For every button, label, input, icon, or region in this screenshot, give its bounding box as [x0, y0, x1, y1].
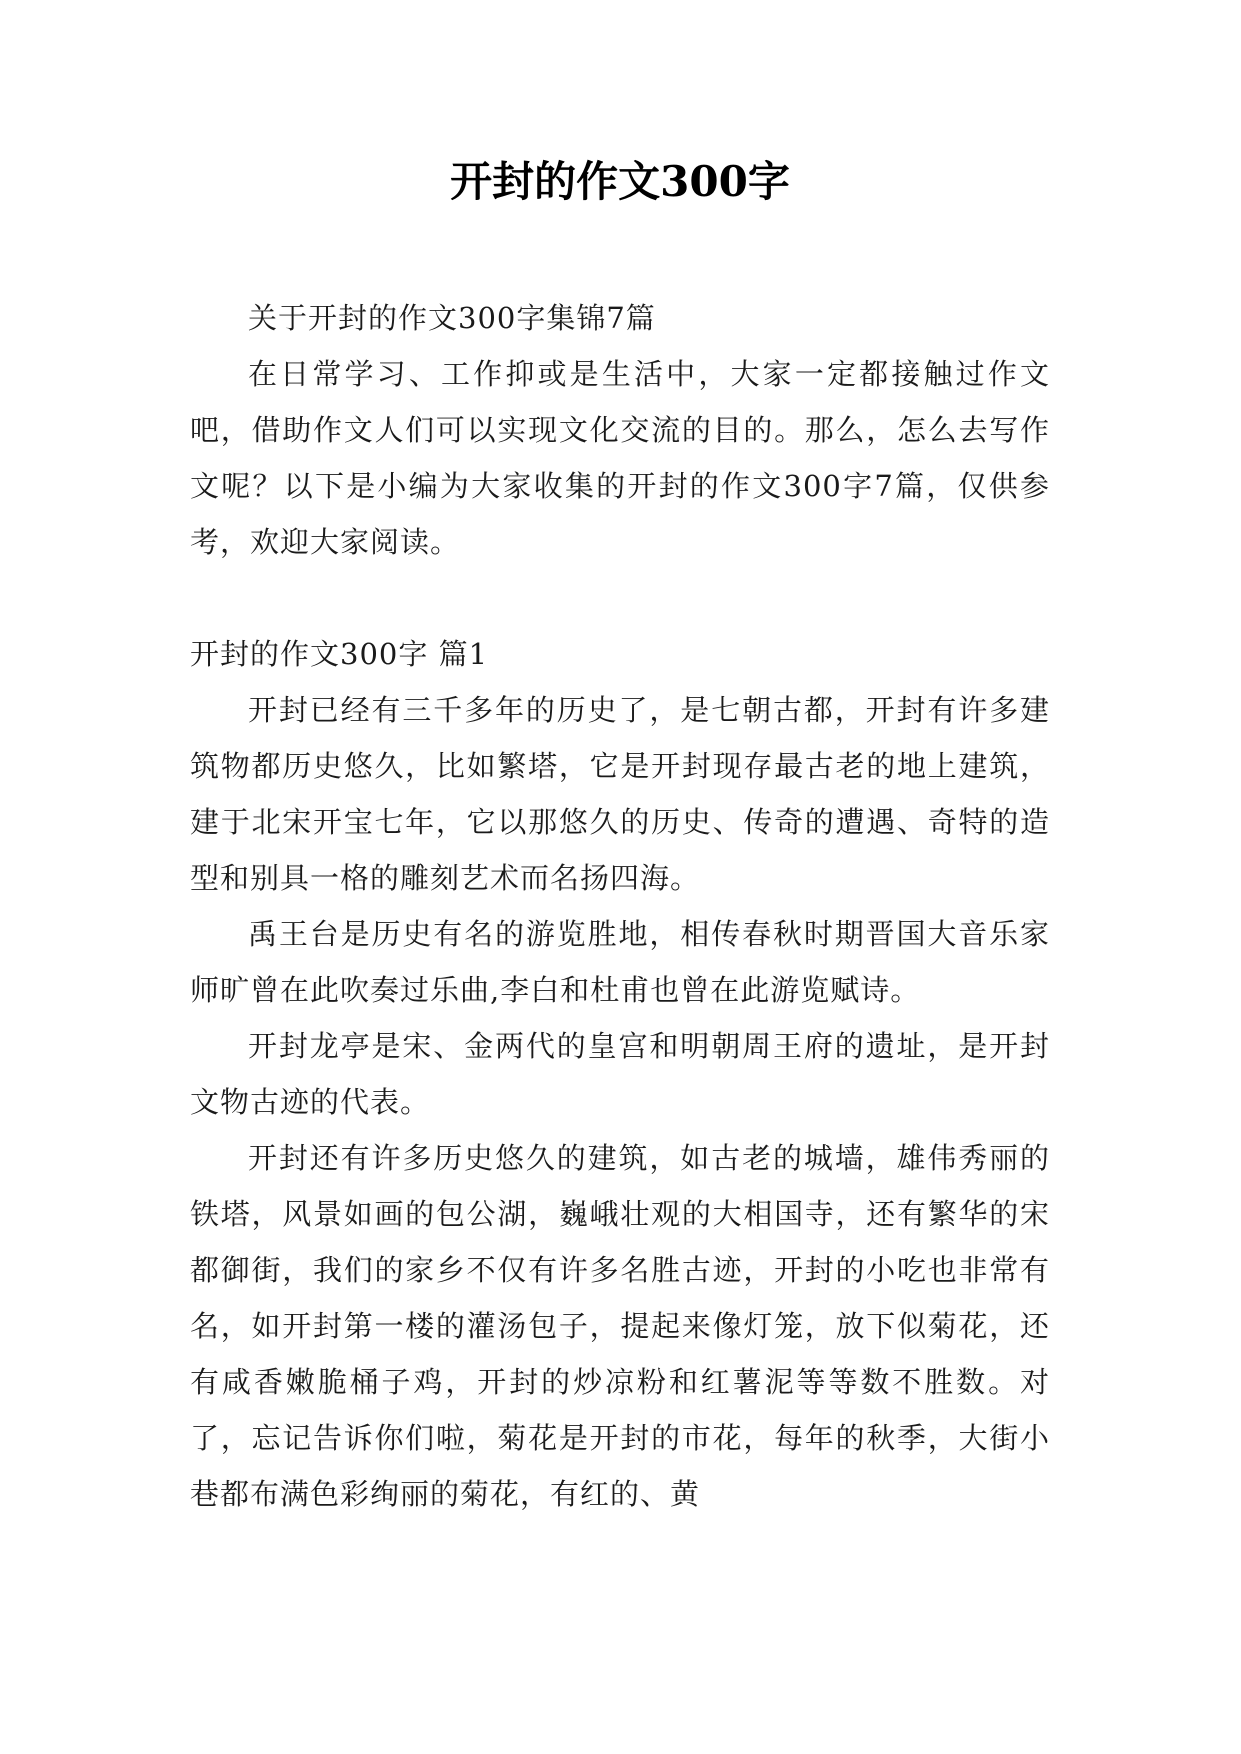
body-paragraph: 开封还有许多历史悠久的建筑，如古老的城墙，雄伟秀丽的铁塔，风景如画的包公湖，巍峨壮观的大相国寺，还有繁华的宋都御街，我们的家乡不仅有许多名胜古迹，开封的小吃也非常有名，如开封第一楼的灌汤包子，提起来像灯笼，放下似菊花，还有咸香嫩脆桶子鸡，开封的炒凉粉和红薯泥等等数不胜数。对了，忘记告诉你们啦，菊花是开封的市花，每年的秋季，大街小巷都布满色彩绚丽的菊花，有红的、黄	[190, 1141, 1050, 1511]
document-subtitle: 关于开封的作文300字集锦7篇	[248, 301, 656, 335]
intro-paragraph: 在日常学习、工作抑或是生活中，大家一定都接触过作文吧，借助作文人们可以实现文化交流的目的。那么，怎么去写作文呢？以下是小编为大家收集的开封的作文300字7篇，仅供参考，欢迎大家阅读。	[190, 357, 1050, 559]
body-paragraph: 开封已经有三千多年的历史了，是七朝古都，开封有许多建筑物都历史悠久，比如繁塔，它是开封现存最古老的地上建筑，建于北宋开宝七年，它以那悠久的历史、传奇的遭遇、奇特的造型和别具一格的雕刻艺术而名扬四海。	[190, 693, 1050, 895]
body-paragraph: 开封龙亭是宋、金两代的皇宫和明朝周王府的遗址，是开封文物古迹的代表。	[190, 1029, 1050, 1119]
body-paragraph: 禹王台是历史有名的游览胜地，相传春秋时期晋国大音乐家师旷曾在此吹奏过乐曲,李白和杜甫也曾在此游览赋诗。	[190, 917, 1050, 1007]
section-heading: 开封的作文300字 篇1	[190, 637, 489, 671]
document-body	[190, 290, 1050, 1522]
document-title: 开封的作文300字	[450, 157, 790, 206]
